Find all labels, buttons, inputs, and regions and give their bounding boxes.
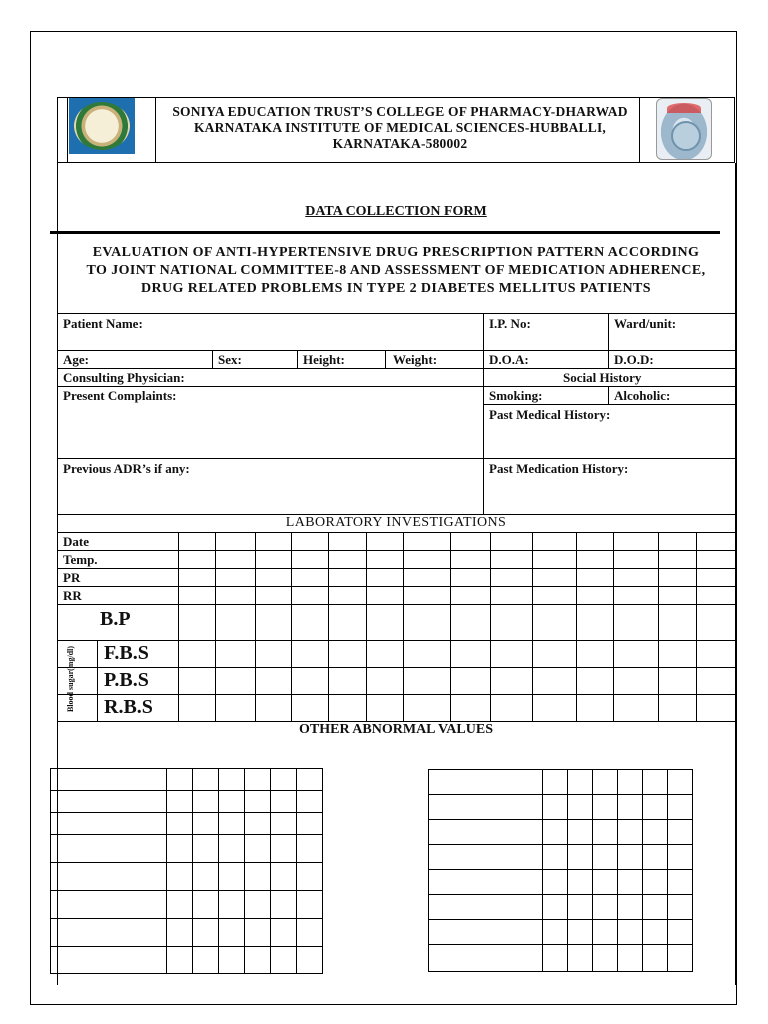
blank-cell[interactable] [51,863,167,891]
height-label: Height: [303,352,345,367]
blank-cell[interactable] [543,770,568,795]
rule [483,404,735,405]
blank-cell[interactable] [593,870,618,895]
blank-cell[interactable] [618,895,643,920]
blank-cell[interactable] [429,945,543,972]
grid-line [532,532,533,721]
alcoholic-label: Alcoholic: [614,388,671,403]
grid-line [658,532,659,721]
ip-no-label: I.P. No: [489,316,531,331]
doa-label: D.O.A: [489,352,529,367]
blank-cell[interactable] [543,820,568,845]
grid-line [490,532,491,721]
header-left-edge [67,97,68,163]
grid-line [576,532,577,721]
lab-row-label-pr: PR [63,570,81,585]
blood-sugar-unit-label: Blood sugar(mg/dl) [66,645,75,712]
study-title-line-2: TO JOINT NATIONAL COMMITTEE-8 AND ASSESSMENT OF MEDICATION ADHERENCE, [86,263,706,278]
blank-cell[interactable] [643,895,668,920]
college-logo [69,98,135,154]
blank-cell[interactable] [668,845,693,870]
study-title [60,244,732,298]
blank-cell[interactable] [219,791,245,813]
grid-line [366,532,367,721]
rule [57,350,735,351]
blank-cell[interactable] [568,770,593,795]
blank-cell[interactable] [219,813,245,835]
rule [608,313,609,368]
blank-cell[interactable] [618,945,643,972]
grid-line [57,586,735,587]
grid-line [291,532,292,721]
blank-cell[interactable] [167,835,193,863]
blank-cell[interactable] [167,919,193,947]
institution-line-3: KARNATAKA-580002 [332,136,468,151]
grid-line [57,640,735,641]
rule [297,350,298,368]
blank-cell[interactable] [643,920,668,945]
previous-adrs-label: Previous ADR’s if any: [63,461,190,476]
blank-cell[interactable] [51,891,167,919]
blank-cell[interactable] [668,795,693,820]
blank-cell[interactable] [543,920,568,945]
other-abnormal-values-heading: OTHER ABNORMAL VALUES [299,722,493,737]
blank-cell[interactable] [643,795,668,820]
blank-cell[interactable] [167,863,193,891]
blank-cell[interactable] [219,769,245,791]
lab-heading: LABORATORY INVESTIGATIONS [285,515,507,530]
blank-cell[interactable] [643,870,668,895]
blank-cell[interactable] [167,891,193,919]
blank-cell[interactable] [297,863,323,891]
blank-cell[interactable] [297,791,323,813]
lab-row-label-temp: Temp. [63,552,98,567]
institution-line-1: SONIYA EDUCATION TRUST’S COLLEGE OF PHARMACY-DHARWAD [172,104,628,119]
lab-row-label-date: Date [63,534,89,549]
study-title-line-3: DRUG RELATED PROBLEMS IN TYPE 2 DIABETES MELLITUS PATIENTS [141,281,651,296]
blank-cell[interactable] [219,891,245,919]
blank-cell[interactable] [297,769,323,791]
rule [385,350,386,368]
blank-cell[interactable] [618,845,643,870]
blank-cell[interactable] [271,947,297,974]
blank-cell[interactable] [593,920,618,945]
blank-cell[interactable] [429,795,543,820]
blank-cell[interactable] [429,895,543,920]
blank-cell[interactable] [271,891,297,919]
blank-cell[interactable] [51,791,167,813]
blank-cell[interactable] [593,945,618,972]
grid-line [255,532,256,721]
abnormal-values-grid [50,768,323,974]
blank-cell[interactable] [568,895,593,920]
blank-cell[interactable] [167,791,193,813]
title-rule [50,231,720,234]
grid-line [215,532,216,721]
blank-cell[interactable] [618,820,643,845]
blank-cell[interactable] [193,947,219,974]
blank-cell[interactable] [429,845,543,870]
blank-cell[interactable] [568,820,593,845]
blank-cell[interactable] [245,947,271,974]
blank-cell[interactable] [193,791,219,813]
grid-line [613,532,614,721]
lab-row-label-fbs: F.B.S [104,642,149,664]
blank-cell[interactable] [618,795,643,820]
past-medication-history-label: Past Medication History: [489,461,629,476]
blank-cell[interactable] [51,813,167,835]
blank-cell[interactable] [245,835,271,863]
grid-line [97,640,98,721]
age-label: Age: [63,352,89,367]
blank-cell[interactable] [429,920,543,945]
grid-line [57,550,735,551]
blank-cell[interactable] [297,891,323,919]
grid-line [178,532,179,721]
blank-cell[interactable] [429,820,543,845]
grid-line [328,532,329,721]
blank-cell[interactable] [668,870,693,895]
lab-row-label-bp: B.P [100,608,131,630]
blank-cell[interactable] [193,769,219,791]
blank-cell[interactable] [543,870,568,895]
blank-cell[interactable] [193,863,219,891]
blank-cell[interactable] [543,845,568,870]
social-history-label: Social History [563,370,642,385]
rule [57,532,735,533]
blank-cell[interactable] [429,770,543,795]
blank-cell[interactable] [643,845,668,870]
header-divider-left [155,97,156,163]
lab-row-label-rr: RR [63,588,82,603]
grid-line [57,568,735,569]
blank-cell[interactable] [543,895,568,920]
blank-cell[interactable] [429,870,543,895]
blank-cell[interactable] [593,770,618,795]
smoking-label: Smoking: [489,388,543,403]
form-right-edge [735,163,736,985]
rule [483,313,484,514]
blank-cell[interactable] [51,835,167,863]
blank-cell[interactable] [219,835,245,863]
rule [57,386,735,387]
blank-cell[interactable] [668,920,693,945]
grid-line [450,532,451,721]
blank-cell[interactable] [193,919,219,947]
blank-cell[interactable] [668,820,693,845]
blank-cell[interactable] [193,813,219,835]
blank-cell[interactable] [618,920,643,945]
grid-line [403,532,404,721]
blank-cell[interactable] [271,813,297,835]
blank-cell[interactable] [593,820,618,845]
blank-cell[interactable] [193,891,219,919]
blank-cell[interactable] [297,835,323,863]
patient-name-label: Patient Name: [63,316,143,331]
rule [212,350,213,368]
blank-cell[interactable] [245,919,271,947]
blank-cell[interactable] [618,770,643,795]
blank-cell[interactable] [271,791,297,813]
institution-line-2: KARNATAKA INSTITUTE OF MEDICAL SCIENCES-HUBBALLI, [193,120,606,135]
blank-cell[interactable] [245,769,271,791]
blank-cell[interactable] [271,835,297,863]
consulting-physician-label: Consulting Physician: [63,370,185,385]
blank-cell[interactable] [245,791,271,813]
blank-cell[interactable] [297,947,323,974]
blank-cell[interactable] [643,770,668,795]
dod-label: D.O.D: [614,352,654,367]
blank-cell[interactable] [167,947,193,974]
blank-cell[interactable] [568,920,593,945]
blank-cell[interactable] [245,891,271,919]
ward-unit-label: Ward/unit: [614,316,677,331]
rule [608,386,609,404]
blank-cell[interactable] [643,820,668,845]
blank-cell[interactable] [167,813,193,835]
grid-line [57,604,735,605]
grid-line [57,667,735,668]
blank-cell[interactable] [593,795,618,820]
present-complaints-label: Present Complaints: [63,388,177,403]
blank-cell[interactable] [543,795,568,820]
sex-label: Sex: [218,352,242,367]
abnormal-values-grid [428,769,693,972]
lab-row-label-pbs: P.B.S [104,669,149,691]
blank-cell[interactable] [193,835,219,863]
past-medical-history-label: Past Medical History: [489,407,611,422]
rule [57,368,735,369]
blank-cell[interactable] [668,770,693,795]
blank-cell[interactable] [297,813,323,835]
blank-cell[interactable] [51,769,167,791]
blank-cell[interactable] [219,919,245,947]
rule [57,313,735,314]
blank-cell[interactable] [219,947,245,974]
blank-cell[interactable] [245,863,271,891]
blank-cell[interactable] [568,795,593,820]
blank-cell[interactable] [219,863,245,891]
blank-cell[interactable] [668,945,693,972]
blank-cell[interactable] [543,945,568,972]
blank-cell[interactable] [297,919,323,947]
blank-cell[interactable] [618,870,643,895]
blank-cell[interactable] [568,945,593,972]
blank-cell[interactable] [167,769,193,791]
grid-line [696,532,697,721]
rule [57,458,735,459]
blank-cell[interactable] [568,870,593,895]
blank-cell[interactable] [643,945,668,972]
blank-cell[interactable] [271,769,297,791]
blank-cell[interactable] [271,919,297,947]
blank-cell[interactable] [568,845,593,870]
blank-cell[interactable] [593,895,618,920]
blank-cell[interactable] [271,863,297,891]
institution-header [160,104,640,152]
study-title-line-1: EVALUATION OF ANTI-HYPERTENSIVE DRUG PRESCRIPTION PATTERN ACCORDING [92,245,700,260]
blank-cell[interactable] [51,947,167,974]
kims-logo [656,98,712,160]
blank-cell[interactable] [51,919,167,947]
blank-cell[interactable] [593,845,618,870]
weight-label: Weight: [393,352,438,367]
grid-line [57,694,735,695]
lab-row-label-rbs: R.B.S [104,696,153,718]
blank-cell[interactable] [245,813,271,835]
form-title: DATA COLLECTION FORM [305,204,487,219]
blank-cell[interactable] [668,895,693,920]
